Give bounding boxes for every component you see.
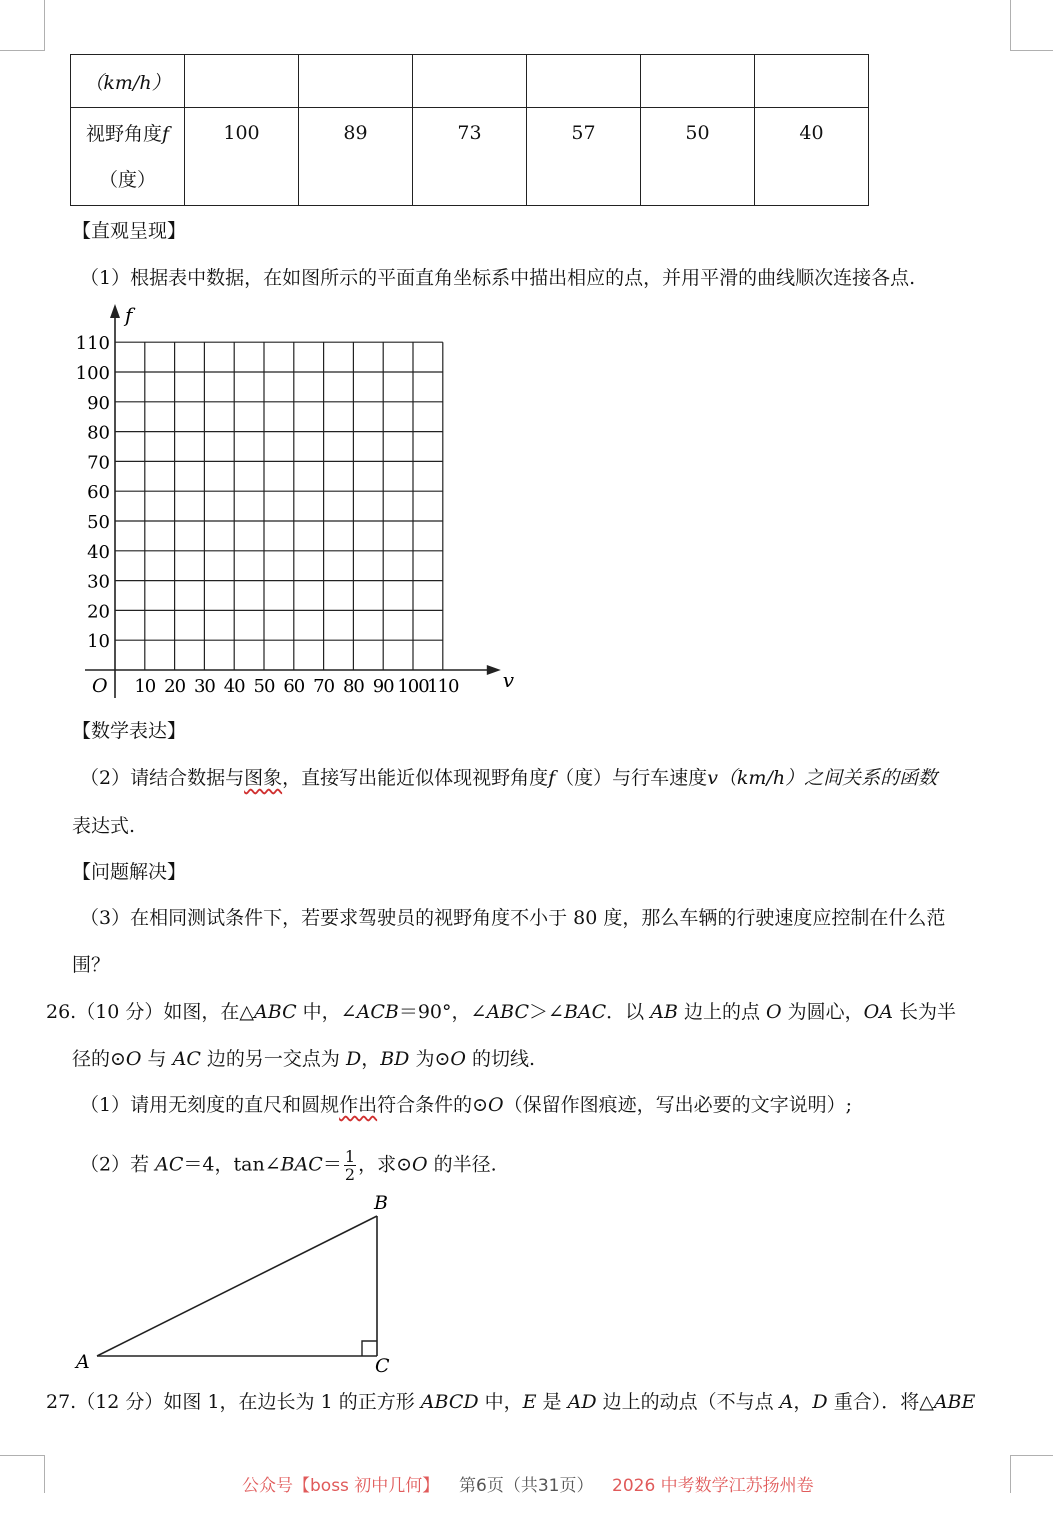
value-cell: 50: [641, 108, 755, 206]
x-tick-label: 80: [342, 676, 364, 697]
crop-mark: [1010, 0, 1011, 50]
text: （2）若: [80, 1153, 156, 1176]
x-tick-label: 50: [253, 676, 275, 697]
question-3: （3）在相同测试条件下，若要求驾驶员的视野角度不小于 80 度，那么车辆的行驶速度应控制在什么范: [80, 907, 946, 929]
text: AB: [650, 1001, 678, 1023]
crop-mark: [0, 50, 45, 51]
text: AC: [155, 1153, 184, 1176]
x-tick-label: 90: [372, 676, 394, 697]
footer-page-number: 第6页（共31页）: [459, 1476, 594, 1496]
x-tick-label: 110: [427, 676, 459, 697]
text: AC: [172, 1048, 201, 1070]
y-tick-label: 80: [87, 422, 110, 444]
angle-label-cell: [71, 108, 185, 206]
text: 边上的动点（不与点: [596, 1391, 780, 1413]
text: 为⊙: [409, 1048, 451, 1070]
text: ＝90°，∠: [398, 1001, 487, 1023]
text: ，: [793, 1391, 813, 1413]
text: 是: [536, 1391, 568, 1413]
text: 中，: [478, 1391, 523, 1413]
text: O: [125, 1048, 142, 1070]
text: 作出: [339, 1094, 378, 1116]
question-26-line1: [46, 1000, 956, 1024]
vertex-label-b: B: [374, 1192, 388, 1214]
value-cell: 100: [185, 108, 299, 206]
text: BAC: [280, 1153, 323, 1176]
text: （保留作图痕迹，写出必要的文字说明）;: [503, 1094, 853, 1116]
text: AD: [567, 1391, 597, 1413]
angle-var: f: [161, 122, 170, 145]
y-tick-label: 30: [87, 571, 110, 593]
text: （度）与行车速度: [555, 767, 708, 789]
text: OA: [863, 1001, 893, 1023]
text: 的切线.: [465, 1048, 536, 1070]
x-tick-label: 60: [283, 676, 305, 697]
vertex-label-a: A: [76, 1351, 90, 1373]
footer-exam-title: 2026 中考数学江苏扬州卷: [612, 1476, 814, 1496]
text: 边的另一交点为: [200, 1048, 346, 1070]
table-cell: [755, 55, 869, 108]
right-angle-mark: [362, 1341, 377, 1356]
crop-mark: [44, 1455, 45, 1493]
text: 重合）．将△: [827, 1391, 934, 1413]
text: ABCD: [420, 1391, 479, 1413]
question-26-line2: [72, 1047, 535, 1071]
x-tick-label: 100: [397, 676, 429, 697]
x-axis-arrow: [487, 665, 501, 675]
text: D: [812, 1391, 828, 1413]
text: 与: [141, 1048, 173, 1070]
section-heading-intuitive: 【直观呈现】: [72, 220, 187, 242]
text: ，求⊙: [358, 1153, 412, 1176]
text: ABC: [254, 1001, 297, 1023]
text: E: [522, 1391, 537, 1413]
text: （1）请用无刻度的直尺和圆规: [80, 1094, 340, 1116]
data-table: [70, 54, 869, 206]
text: （km/h）之间关系的函数: [717, 767, 938, 789]
y-tick-label: 10: [87, 631, 110, 653]
section-heading-math-expression: 【数学表达】: [72, 720, 187, 742]
value-cell: 89: [299, 108, 413, 206]
text: 27.（12 分）如图 1，在边长为 1 的正方形: [46, 1391, 421, 1413]
text: ＝4，tan∠: [183, 1153, 281, 1176]
text: ．以: [606, 1001, 651, 1023]
angle-label: 视野角度: [85, 122, 162, 145]
table-row: [71, 108, 869, 206]
crop-mark: [1010, 50, 1053, 51]
value-cell: 73: [413, 108, 527, 206]
footer-wechat: 公众号【boss 初中几何】: [242, 1476, 440, 1496]
y-tick-label: 20: [87, 601, 110, 623]
question-2: [80, 766, 937, 790]
text: （2）请结合数据与: [80, 767, 245, 789]
unit-label: （km/h）: [84, 71, 171, 94]
y-tick-label: 110: [75, 333, 110, 355]
table-cell: [413, 55, 527, 108]
crop-mark: [0, 1455, 45, 1456]
text: 边上的点: [677, 1001, 766, 1023]
crop-mark: [1010, 1455, 1053, 1456]
denominator: 2: [344, 1165, 356, 1184]
table-cell: [299, 55, 413, 108]
y-tick-label: 70: [87, 452, 110, 474]
text: O: [766, 1001, 782, 1023]
text: 中，∠: [296, 1001, 357, 1023]
text: 符合条件的⊙: [377, 1094, 489, 1116]
text: ，: [361, 1048, 381, 1070]
triangle-figure: [70, 1185, 410, 1385]
vertex-label-c: C: [375, 1355, 390, 1377]
text: 径的⊙: [72, 1048, 126, 1070]
fraction: [344, 1148, 356, 1183]
x-tick-label: 20: [164, 676, 186, 697]
question-2-line2: 表达式.: [72, 815, 136, 837]
question-27: [46, 1390, 975, 1414]
y-tick-label: 40: [87, 541, 110, 563]
value-cell: 57: [527, 108, 641, 206]
x-tick-label: 40: [223, 676, 245, 697]
value-cell: 40: [755, 108, 869, 206]
crop-mark: [44, 0, 45, 50]
table-cell: [185, 55, 299, 108]
text: ACB: [356, 1001, 399, 1023]
text: BD: [380, 1048, 410, 1070]
var-v: v: [707, 767, 718, 789]
question-3-line2: 围？: [72, 954, 111, 976]
text: 的半径.: [427, 1153, 497, 1176]
section-heading-problem-solving: 【问题解决】: [72, 861, 187, 883]
text: ABE: [933, 1391, 976, 1413]
question-26-part2: [80, 1147, 497, 1184]
text: 为圆心，: [781, 1001, 864, 1023]
text: ＝: [322, 1153, 342, 1176]
text: ，直接写出能近似体现视野角度: [282, 767, 549, 789]
y-axis-label: f: [125, 303, 133, 327]
crop-mark: [1010, 1455, 1011, 1493]
y-tick-label: 100: [75, 363, 110, 384]
angle-unit: （度）: [98, 168, 156, 191]
x-tick-label: 10: [134, 676, 156, 697]
text: O: [411, 1153, 428, 1176]
var-f: f: [548, 767, 556, 789]
y-tick-label: 90: [87, 392, 110, 414]
x-tick-label: 30: [193, 676, 215, 697]
table-row: [71, 55, 869, 108]
text: 26.（10 分）如图，在△: [46, 1001, 255, 1023]
x-tick-label: 70: [313, 676, 335, 697]
y-tick-label: 50: [87, 512, 110, 533]
side-ab: [97, 1216, 377, 1356]
text: BAC: [563, 1001, 607, 1023]
text: D: [345, 1048, 362, 1070]
table-cell: [641, 55, 755, 108]
question-26-part1: [80, 1093, 852, 1117]
text: ＞∠: [529, 1001, 564, 1023]
question-1: （1）根据表中数据，在如图所示的平面直角坐标系中描出相应的点，并用平滑的曲线顺次连接各点.: [80, 267, 916, 289]
text: A: [779, 1391, 794, 1413]
text: ABC: [486, 1001, 530, 1023]
x-axis-label: v: [502, 668, 515, 692]
text: 长为半: [892, 1001, 956, 1023]
text: O: [450, 1048, 466, 1070]
table-cell: [527, 55, 641, 108]
text: 图象: [244, 767, 283, 789]
y-tick-label: 60: [87, 482, 110, 504]
origin-label: O: [92, 675, 108, 697]
numerator: 1: [344, 1147, 356, 1166]
unit-cell: [71, 55, 185, 108]
coordinate-grid: [60, 300, 515, 710]
text: O: [488, 1094, 504, 1116]
y-axis-arrow: [110, 304, 120, 318]
